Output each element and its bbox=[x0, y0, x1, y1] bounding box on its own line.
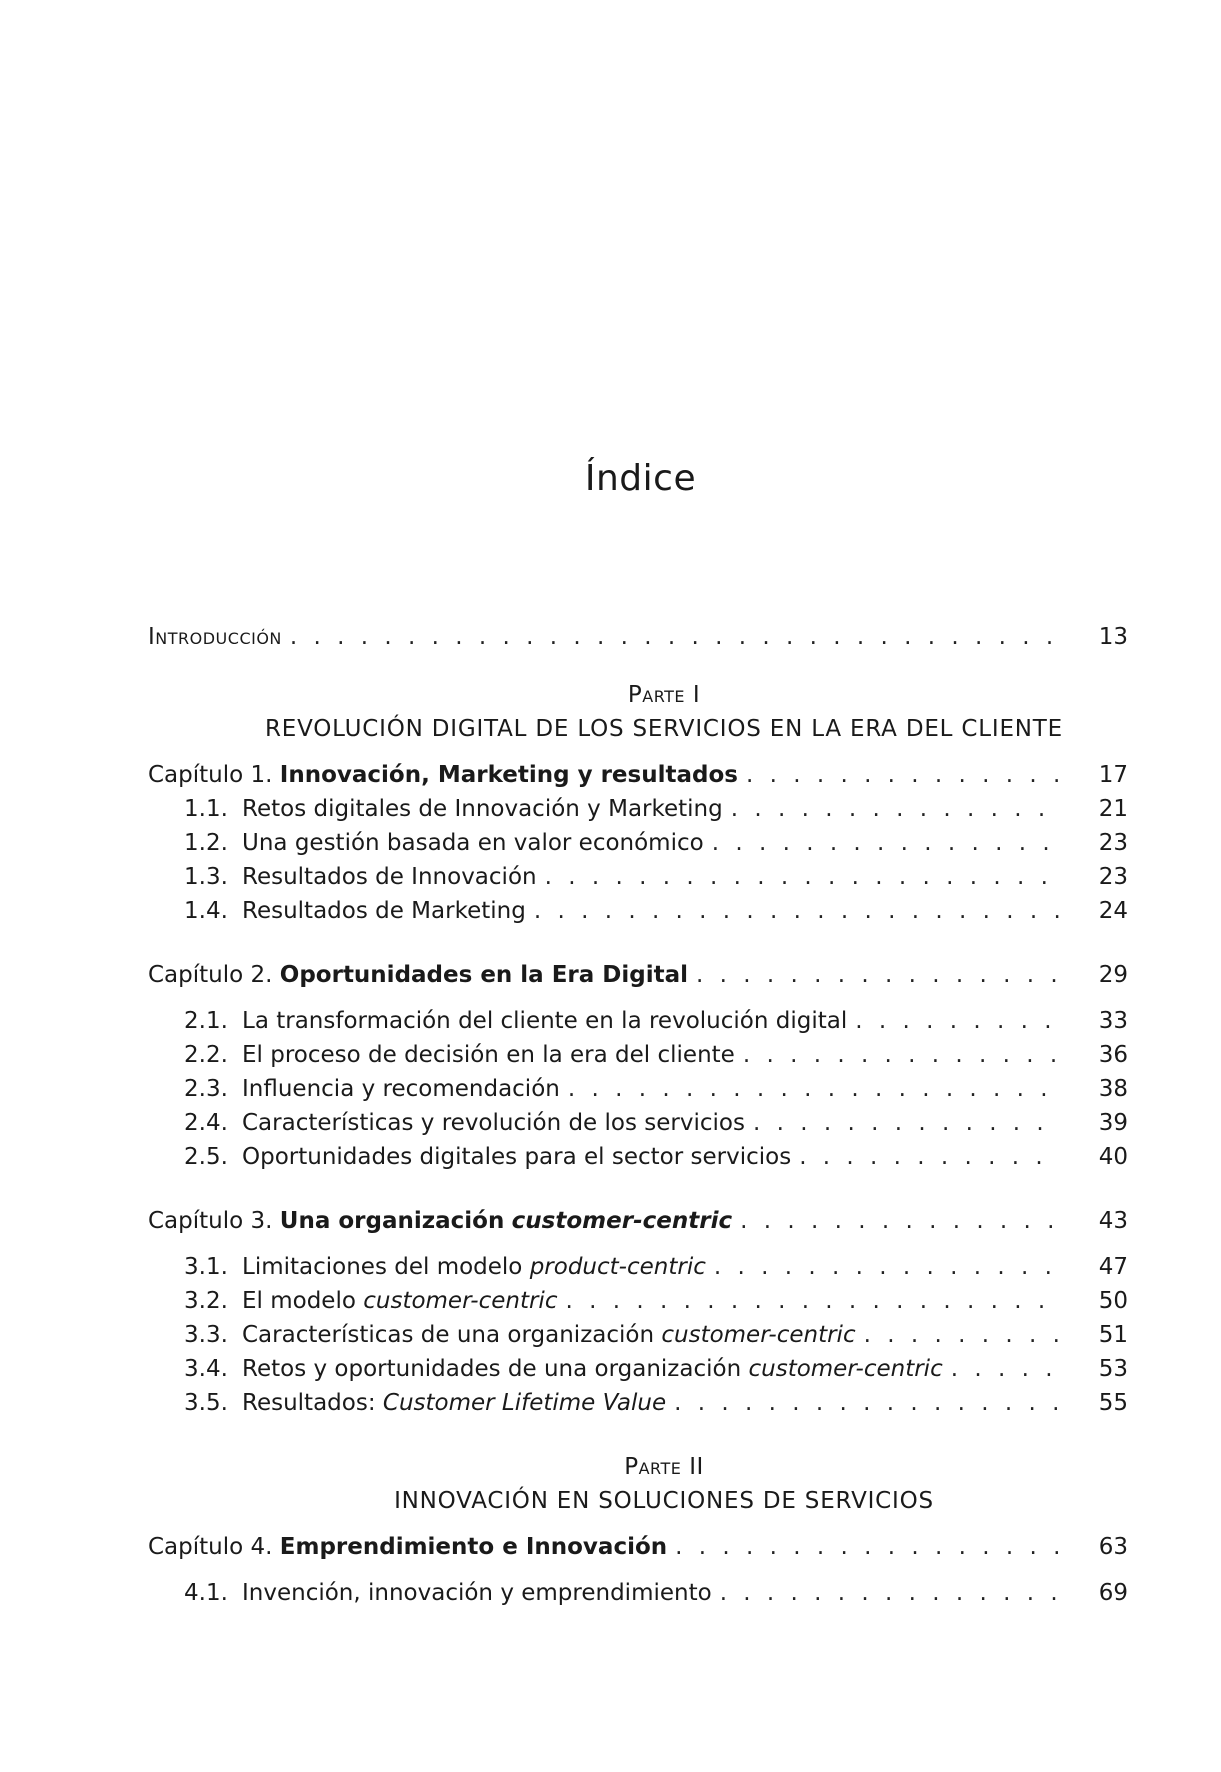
section-number: 3.4. bbox=[184, 1356, 228, 1382]
toc-section-2-4[interactable] bbox=[148, 1106, 1128, 1140]
toc-page-number: 21 bbox=[1098, 796, 1128, 822]
toc-section-3-4[interactable] bbox=[148, 1352, 1128, 1386]
section-label: El proceso de decisión en la era del cliente bbox=[242, 1042, 735, 1068]
part-1-subtitle: REVOLUCIÓN DIGITAL DE LOS SERVICIOS EN LA ERA DEL CLIENTE bbox=[265, 716, 1063, 742]
section-label: Oportunidades digitales para el sector servicios bbox=[242, 1144, 792, 1170]
dot-leader bbox=[740, 1204, 1060, 1238]
section-label: Características y revolución de los servicios bbox=[242, 1110, 745, 1136]
dot-leader bbox=[855, 1004, 1060, 1038]
toc-section-4-1[interactable] bbox=[148, 1576, 1128, 1610]
dot-leader bbox=[290, 620, 1060, 654]
dot-leader bbox=[534, 894, 1060, 928]
dot-leader bbox=[545, 860, 1060, 894]
section-label: La transformación del cliente en la revolución digital bbox=[242, 1008, 848, 1034]
toc-page-number: 36 bbox=[1098, 1042, 1128, 1068]
chapter-prefix: Capítulo 1. bbox=[148, 762, 273, 788]
dot-leader bbox=[674, 1386, 1060, 1420]
chapter-title: Oportunidades en la Era Digital bbox=[279, 962, 689, 988]
section-label-italic: Customer Lifetime Value bbox=[382, 1390, 667, 1416]
part-2-subtitle: INNOVACIÓN EN SOLUCIONES DE SERVICIOS bbox=[394, 1488, 934, 1514]
toc-page-number: 69 bbox=[1098, 1580, 1128, 1606]
toc-section-3-5[interactable] bbox=[148, 1386, 1128, 1420]
dot-leader bbox=[753, 1106, 1060, 1140]
chapter-prefix: Capítulo 3. bbox=[148, 1208, 273, 1234]
chapter-prefix: Capítulo 4. bbox=[148, 1534, 273, 1560]
chapter-prefix: Capítulo 2. bbox=[148, 962, 273, 988]
toc-chapter-2[interactable] bbox=[148, 958, 1128, 992]
section-label-italic: customer-centric bbox=[748, 1356, 943, 1382]
section-number: 4.1. bbox=[184, 1580, 228, 1606]
section-label: Resultados de Innovación bbox=[242, 864, 537, 890]
section-number: 1.3. bbox=[184, 864, 228, 890]
section-label: Invención, innovación y emprendimiento bbox=[242, 1580, 712, 1606]
toc-section-3-2[interactable] bbox=[148, 1284, 1128, 1318]
section-number: 3.3. bbox=[184, 1322, 228, 1348]
section-label: Retos y oportunidades de una organización bbox=[242, 1356, 742, 1382]
section-number: 3.1. bbox=[184, 1254, 228, 1280]
toc-section-1-2[interactable] bbox=[148, 826, 1128, 860]
toc-section-1-4[interactable] bbox=[148, 894, 1128, 928]
section-number: 1.1. bbox=[184, 796, 228, 822]
section-number: 2.3. bbox=[184, 1076, 228, 1102]
dot-leader bbox=[743, 1038, 1060, 1072]
part-1-label: Parte I bbox=[627, 682, 701, 708]
toc-section-2-5[interactable] bbox=[148, 1140, 1128, 1174]
section-label: Limitaciones del modelo bbox=[242, 1254, 523, 1280]
section-label: Una gestión basada en valor económico bbox=[242, 830, 704, 856]
toc-chapter-4[interactable] bbox=[148, 1530, 1128, 1564]
toc-section-1-1[interactable] bbox=[148, 792, 1128, 826]
toc-section-3-3[interactable] bbox=[148, 1318, 1128, 1352]
section-label: Resultados de Marketing bbox=[242, 898, 526, 924]
dot-leader bbox=[565, 1284, 1060, 1318]
toc-section-1-3[interactable] bbox=[148, 860, 1128, 894]
toc-section-2-1[interactable] bbox=[148, 1004, 1128, 1038]
toc-page-number: 38 bbox=[1098, 1076, 1128, 1102]
section-label-italic: customer-centric bbox=[661, 1322, 856, 1348]
toc-page-number: 43 bbox=[1098, 1208, 1128, 1234]
dot-leader bbox=[712, 826, 1060, 860]
section-label: Retos digitales de Innovación y Marketing bbox=[242, 796, 723, 822]
toc-page-number: 23 bbox=[1098, 864, 1128, 890]
chapter-title-italic: customer-centric bbox=[511, 1208, 733, 1234]
toc-page-number: 63 bbox=[1098, 1534, 1128, 1560]
section-label-italic: product-centric bbox=[529, 1254, 706, 1280]
toc-page-number: 23 bbox=[1098, 830, 1128, 856]
dot-leader bbox=[696, 958, 1060, 992]
toc-section-2-2[interactable] bbox=[148, 1038, 1128, 1072]
toc-section-2-3[interactable] bbox=[148, 1072, 1128, 1106]
dot-leader bbox=[675, 1530, 1060, 1564]
toc-page-number: 47 bbox=[1098, 1254, 1128, 1280]
part-2-label: Parte II bbox=[624, 1454, 704, 1480]
section-number: 2.5. bbox=[184, 1144, 228, 1170]
section-label: Influencia y recomendación bbox=[242, 1076, 560, 1102]
section-number: 1.2. bbox=[184, 830, 228, 856]
toc-page-number: 24 bbox=[1098, 898, 1128, 924]
chapter-title: Innovación, Marketing y resultados bbox=[279, 762, 738, 788]
dot-leader bbox=[568, 1072, 1060, 1106]
page-title: Índice bbox=[584, 458, 697, 499]
table-of-contents bbox=[148, 620, 1128, 1610]
section-label: Resultados: bbox=[242, 1390, 376, 1416]
toc-entry-introduccion[interactable] bbox=[148, 620, 1128, 654]
toc-section-3-1[interactable] bbox=[148, 1250, 1128, 1284]
toc-page-number: 13 bbox=[1098, 624, 1128, 650]
section-label-italic: customer-centric bbox=[363, 1288, 558, 1314]
toc-chapter-1[interactable] bbox=[148, 758, 1128, 792]
dot-leader bbox=[720, 1576, 1060, 1610]
dot-leader bbox=[799, 1140, 1060, 1174]
toc-page-number: 33 bbox=[1098, 1008, 1128, 1034]
toc-chapter-3[interactable] bbox=[148, 1204, 1128, 1238]
dot-leader bbox=[864, 1318, 1060, 1352]
section-label: Características de una organización bbox=[242, 1322, 655, 1348]
toc-page-number: 17 bbox=[1098, 762, 1128, 788]
toc-entry-label: Introducción bbox=[148, 624, 282, 650]
toc-page-number: 39 bbox=[1098, 1110, 1128, 1136]
toc-page-number: 29 bbox=[1098, 962, 1128, 988]
chapter-title: Una organización bbox=[279, 1208, 505, 1234]
section-label: El modelo bbox=[242, 1288, 356, 1314]
toc-page-number: 51 bbox=[1098, 1322, 1128, 1348]
dot-leader bbox=[714, 1250, 1060, 1284]
toc-page-number: 50 bbox=[1098, 1288, 1128, 1314]
dot-leader bbox=[746, 758, 1060, 792]
toc-page-number: 40 bbox=[1098, 1144, 1128, 1170]
section-number: 3.5. bbox=[184, 1390, 228, 1416]
dot-leader bbox=[731, 792, 1060, 826]
toc-page-number: 53 bbox=[1098, 1356, 1128, 1382]
section-number: 2.1. bbox=[184, 1008, 228, 1034]
section-number: 2.4. bbox=[184, 1110, 228, 1136]
section-number: 2.2. bbox=[184, 1042, 228, 1068]
dot-leader bbox=[951, 1352, 1060, 1386]
section-number: 1.4. bbox=[184, 898, 228, 924]
section-number: 3.2. bbox=[184, 1288, 228, 1314]
toc-page-number: 55 bbox=[1098, 1390, 1128, 1416]
chapter-title: Emprendimiento e Innovación bbox=[279, 1534, 668, 1560]
